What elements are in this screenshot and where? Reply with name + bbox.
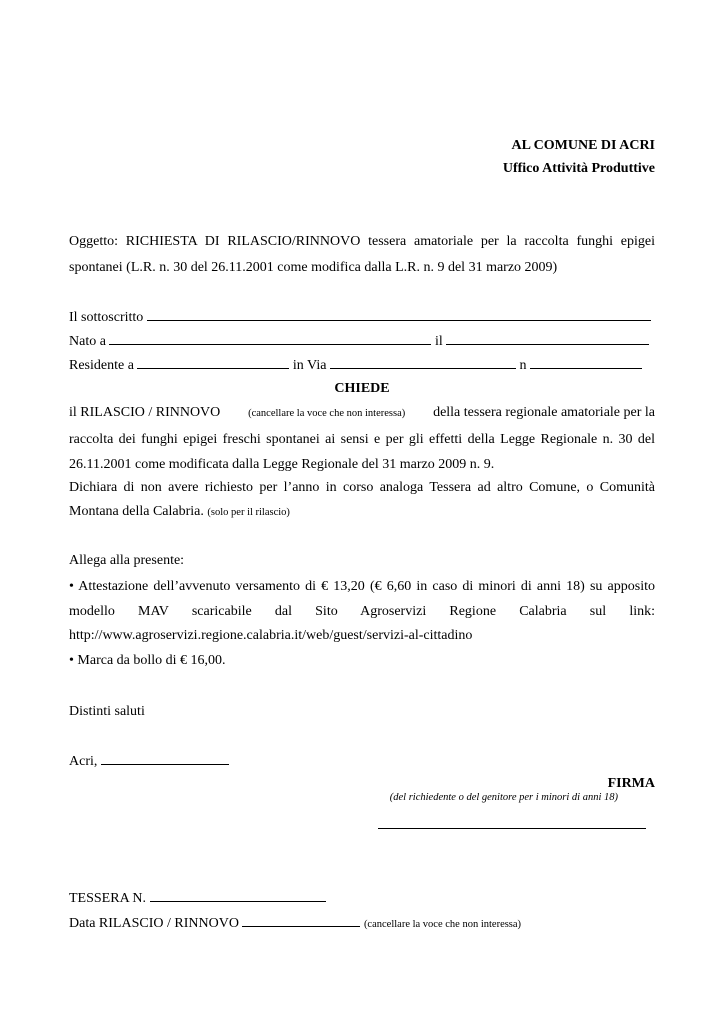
born-label: Nato a [69,334,106,349]
place-label: Acri, [69,754,98,769]
date-field[interactable] [101,751,229,765]
attachment-item-1-line-2: modello MAV scaricabile dal Sito Agroservizi Regione Calabria sul link: [69,604,655,619]
request-line-2: raccolta dei funghi epigei freschi spontanei ai sensi e per gli effetti della Legge Regionale n. 30 del [69,432,655,447]
issue-date-note: (cancellare la voce che non interessa) [363,919,522,930]
recipient-heading: AL COMUNE DI ACRI [511,138,655,153]
signature-line[interactable] [378,828,646,829]
declaration-line-2 [69,503,290,522]
issue-date-row [69,913,521,934]
attachment-item-2: • Marca da bollo di € 16,00. [69,653,226,668]
street-label: in Via [292,358,327,373]
declaration-text: Montana della Calabria. [69,504,204,519]
card-number-field[interactable] [150,888,326,902]
closing-greeting: Distinti saluti [69,704,145,719]
resident-label: Residente a [69,358,134,373]
declaration-note: (solo per il rilascio) [207,507,290,518]
attachments-intro: Allega alla presente: [69,553,185,568]
residence-row [69,355,642,375]
signature-label: FIRMA [607,776,655,791]
signer-field[interactable] [147,307,651,321]
street-field[interactable] [330,355,516,369]
office-heading: Uffico Attività Produttive [502,161,655,176]
card-number-label: TESSERA N. [69,891,147,906]
subject-line-1: Oggetto: RICHIESTA DI RILASCIO/RINNOVO tessera amatoriale per la raccolta funghi epigei [69,234,655,249]
request-line-1-end: della tessera regionale amatoriale per la [433,405,655,420]
request-line-1 [69,404,655,423]
request-heading: CHIEDE [334,381,390,396]
birthplace-field[interactable] [109,331,431,345]
signer-row [69,307,651,327]
birthdate-label: il [434,334,443,349]
attachment-item-1-line-1: • Attestazione dell’avvenuto versamento di € 13,20 (€ 6,60 in caso di minori di anni 18) su apposito [69,579,655,594]
signature-note: (del richiedente o del genitore per i minori di anni 18) [389,792,618,803]
signer-label: Il sottoscritto [69,310,144,325]
request-choice-note: (cancellare la voce che non interessa) [248,408,406,419]
residence-field[interactable] [137,355,289,369]
card-number-row [69,888,326,908]
attachment-link: http://www.agroservizi.regione.calabria.it/web/guest/servizi-al-cittadino [69,628,473,643]
birth-row [69,331,649,351]
declaration-line-1: Dichiara di non avere richiesto per l’anno in corso analoga Tessera ad altro Comune, o Comunità [69,480,655,495]
number-field[interactable] [530,355,642,369]
issue-date-label: Data RILASCIO / RINNOVO [69,916,239,931]
subject-line-2: spontanei (L.R. n. 30 del 26.11.2001 come modifica dalla L.R. n. 9 del 31 marzo 2009) [69,260,558,275]
birthdate-field[interactable] [446,331,649,345]
request-line-3: 26.11.2001 come modificata dalla Legge Regionale del 31 marzo 2009 n. 9. [69,457,495,472]
number-label: n [519,358,527,373]
place-date-row [69,751,229,771]
issue-date-field[interactable] [242,913,360,927]
request-choice: il RILASCIO / RINNOVO [69,405,221,420]
